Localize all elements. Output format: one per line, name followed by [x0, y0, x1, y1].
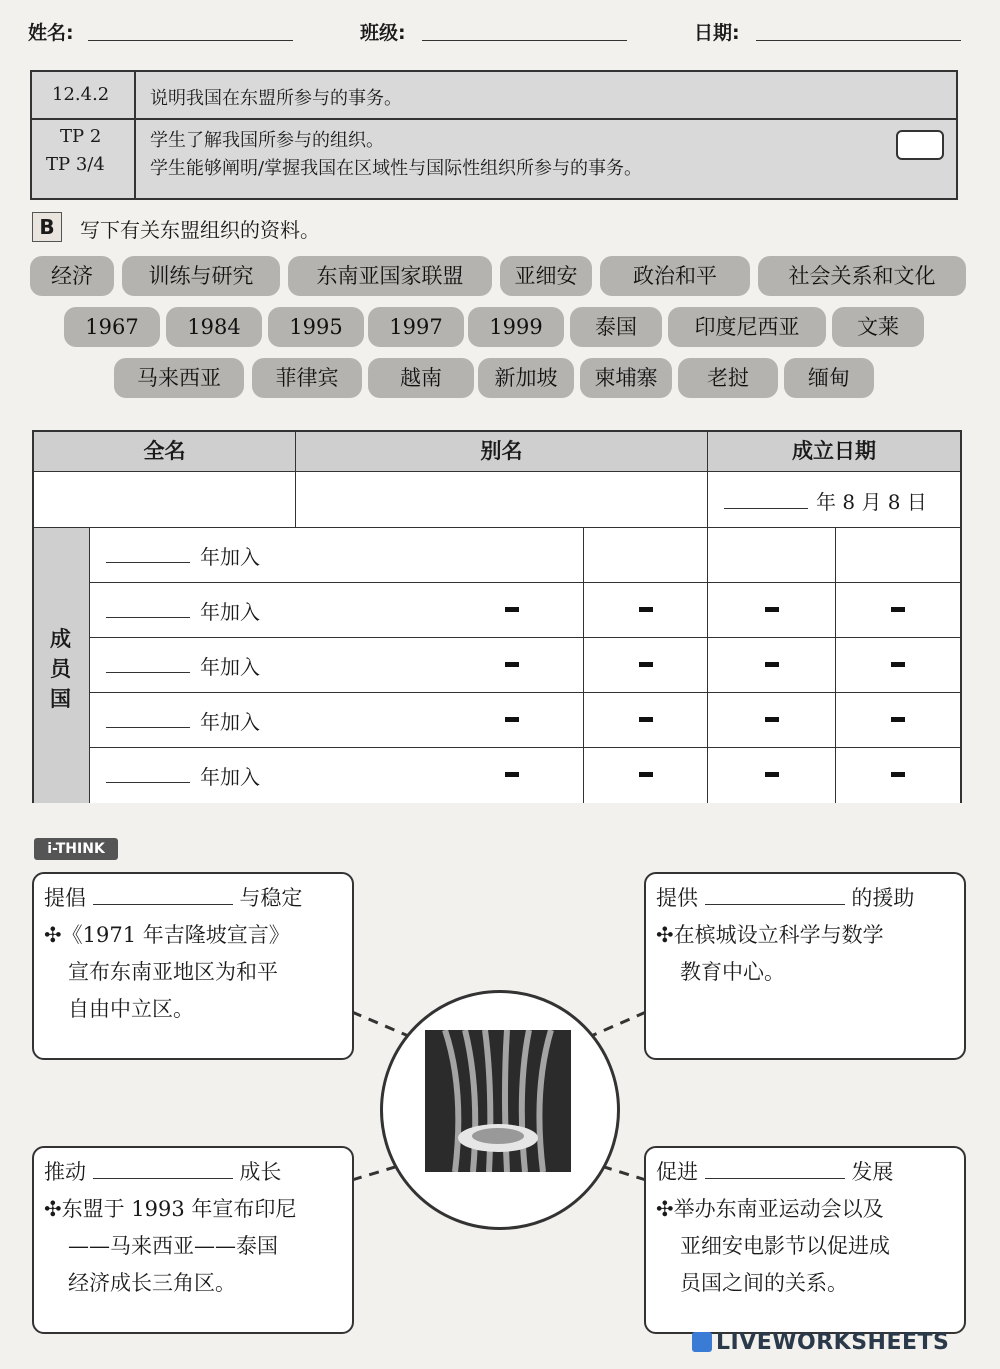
word-chip[interactable]: 1967 — [64, 307, 160, 347]
bullet-icon: ✣ — [44, 923, 62, 947]
card-promote-development: 促进 发展 ✣举办东南亚运动会以及 亚细安电影节以促进成 员国之间的关系。 — [644, 1146, 966, 1334]
header-alias: 别名 — [296, 432, 708, 472]
liveworksheets-brand: LIVEWORKSHEETS — [716, 1330, 950, 1355]
bullet-icon: ✣ — [656, 1197, 674, 1221]
header-full-name: 全名 — [34, 432, 296, 472]
tp-text: 学生能够阐明/掌握我国在区域性与国际性组织所参与的事务。 — [150, 158, 643, 179]
member-label-char: 成 — [50, 627, 71, 651]
word-chip[interactable]: 经济 — [30, 256, 114, 296]
tp-text: 学生了解我国所参与的组织。 — [150, 130, 384, 151]
join-suffix: 年加入 — [200, 655, 260, 679]
word-chip[interactable]: 1984 — [166, 307, 262, 347]
word-chip[interactable]: 训练与研究 — [122, 256, 280, 296]
word-chip[interactable]: 政治和平 — [600, 256, 750, 296]
member-label-char: 员 — [50, 657, 71, 681]
word-chip[interactable]: 亚细安 — [500, 256, 592, 296]
word-chip[interactable]: 新加坡 — [478, 358, 574, 398]
section-badge: B — [32, 212, 62, 242]
join-suffix: 年加入 — [200, 545, 260, 569]
word-chip[interactable]: 缅甸 — [784, 358, 874, 398]
word-chip[interactable]: 越南 — [368, 358, 474, 398]
founding-date-suffix: 年 8 月 8 日 — [816, 490, 927, 514]
objective-code: 12.4.2 — [52, 84, 110, 105]
word-chip[interactable]: 马来西亚 — [114, 358, 244, 398]
word-chip[interactable]: 文莱 — [832, 307, 924, 347]
word-chip[interactable]: 1997 — [368, 307, 464, 347]
word-chip[interactable]: 印度尼西亚 — [668, 307, 826, 347]
date-label: 日期: — [694, 22, 740, 44]
bullet-icon: ✣ — [656, 923, 674, 947]
join-suffix: 年加入 — [200, 600, 260, 624]
bullet-icon: ✣ — [44, 1197, 62, 1221]
word-chip[interactable]: 东南亚国家联盟 — [288, 256, 492, 296]
card-provide-aid: 提供 的援助 ✣在槟城设立科学与数学 教育中心。 — [644, 872, 966, 1060]
join-suffix: 年加入 — [200, 710, 260, 734]
answer-blank[interactable] — [705, 1156, 845, 1179]
answer-blank[interactable] — [93, 882, 233, 905]
member-label-char: 国 — [50, 687, 71, 711]
section-instruction: 写下有关东盟组织的资料。 — [80, 218, 320, 242]
card-drive-growth: 推动 成长 ✣东盟于 1993 年宣布印尼 ——马来西亚——泰国 经济成长三角区。 — [32, 1146, 354, 1334]
class-label: 班级: — [360, 22, 406, 44]
objective-text: 说明我国在东盟所参与的事务。 — [150, 88, 402, 109]
word-chip[interactable]: 老挝 — [678, 358, 778, 398]
word-chip[interactable]: 泰国 — [570, 307, 662, 347]
header-founding-date: 成立日期 — [708, 432, 960, 472]
ithink-label: i-THINK — [34, 838, 118, 860]
word-chip[interactable]: 柬埔寨 — [580, 358, 672, 398]
tp-code: TP 2 — [60, 126, 102, 147]
handshake-image — [425, 1030, 571, 1172]
join-suffix: 年加入 — [200, 765, 260, 789]
answer-blank[interactable] — [705, 882, 845, 905]
card-promote-peace: 提倡 与稳定 ✣《1971 年吉隆坡宣言》 宣布东南亚地区为和平 自由中立区。 — [32, 872, 354, 1060]
word-chip[interactable]: 1999 — [468, 307, 564, 347]
tp-code: TP 3/4 — [46, 154, 105, 175]
word-chip[interactable]: 1995 — [268, 307, 364, 347]
name-label: 姓名: — [28, 22, 74, 44]
word-chip[interactable]: 菲律宾 — [252, 358, 362, 398]
word-chip[interactable]: 社会关系和文化 — [758, 256, 966, 296]
answer-blank[interactable] — [93, 1156, 233, 1179]
liveworksheets-logo-icon — [692, 1332, 712, 1352]
